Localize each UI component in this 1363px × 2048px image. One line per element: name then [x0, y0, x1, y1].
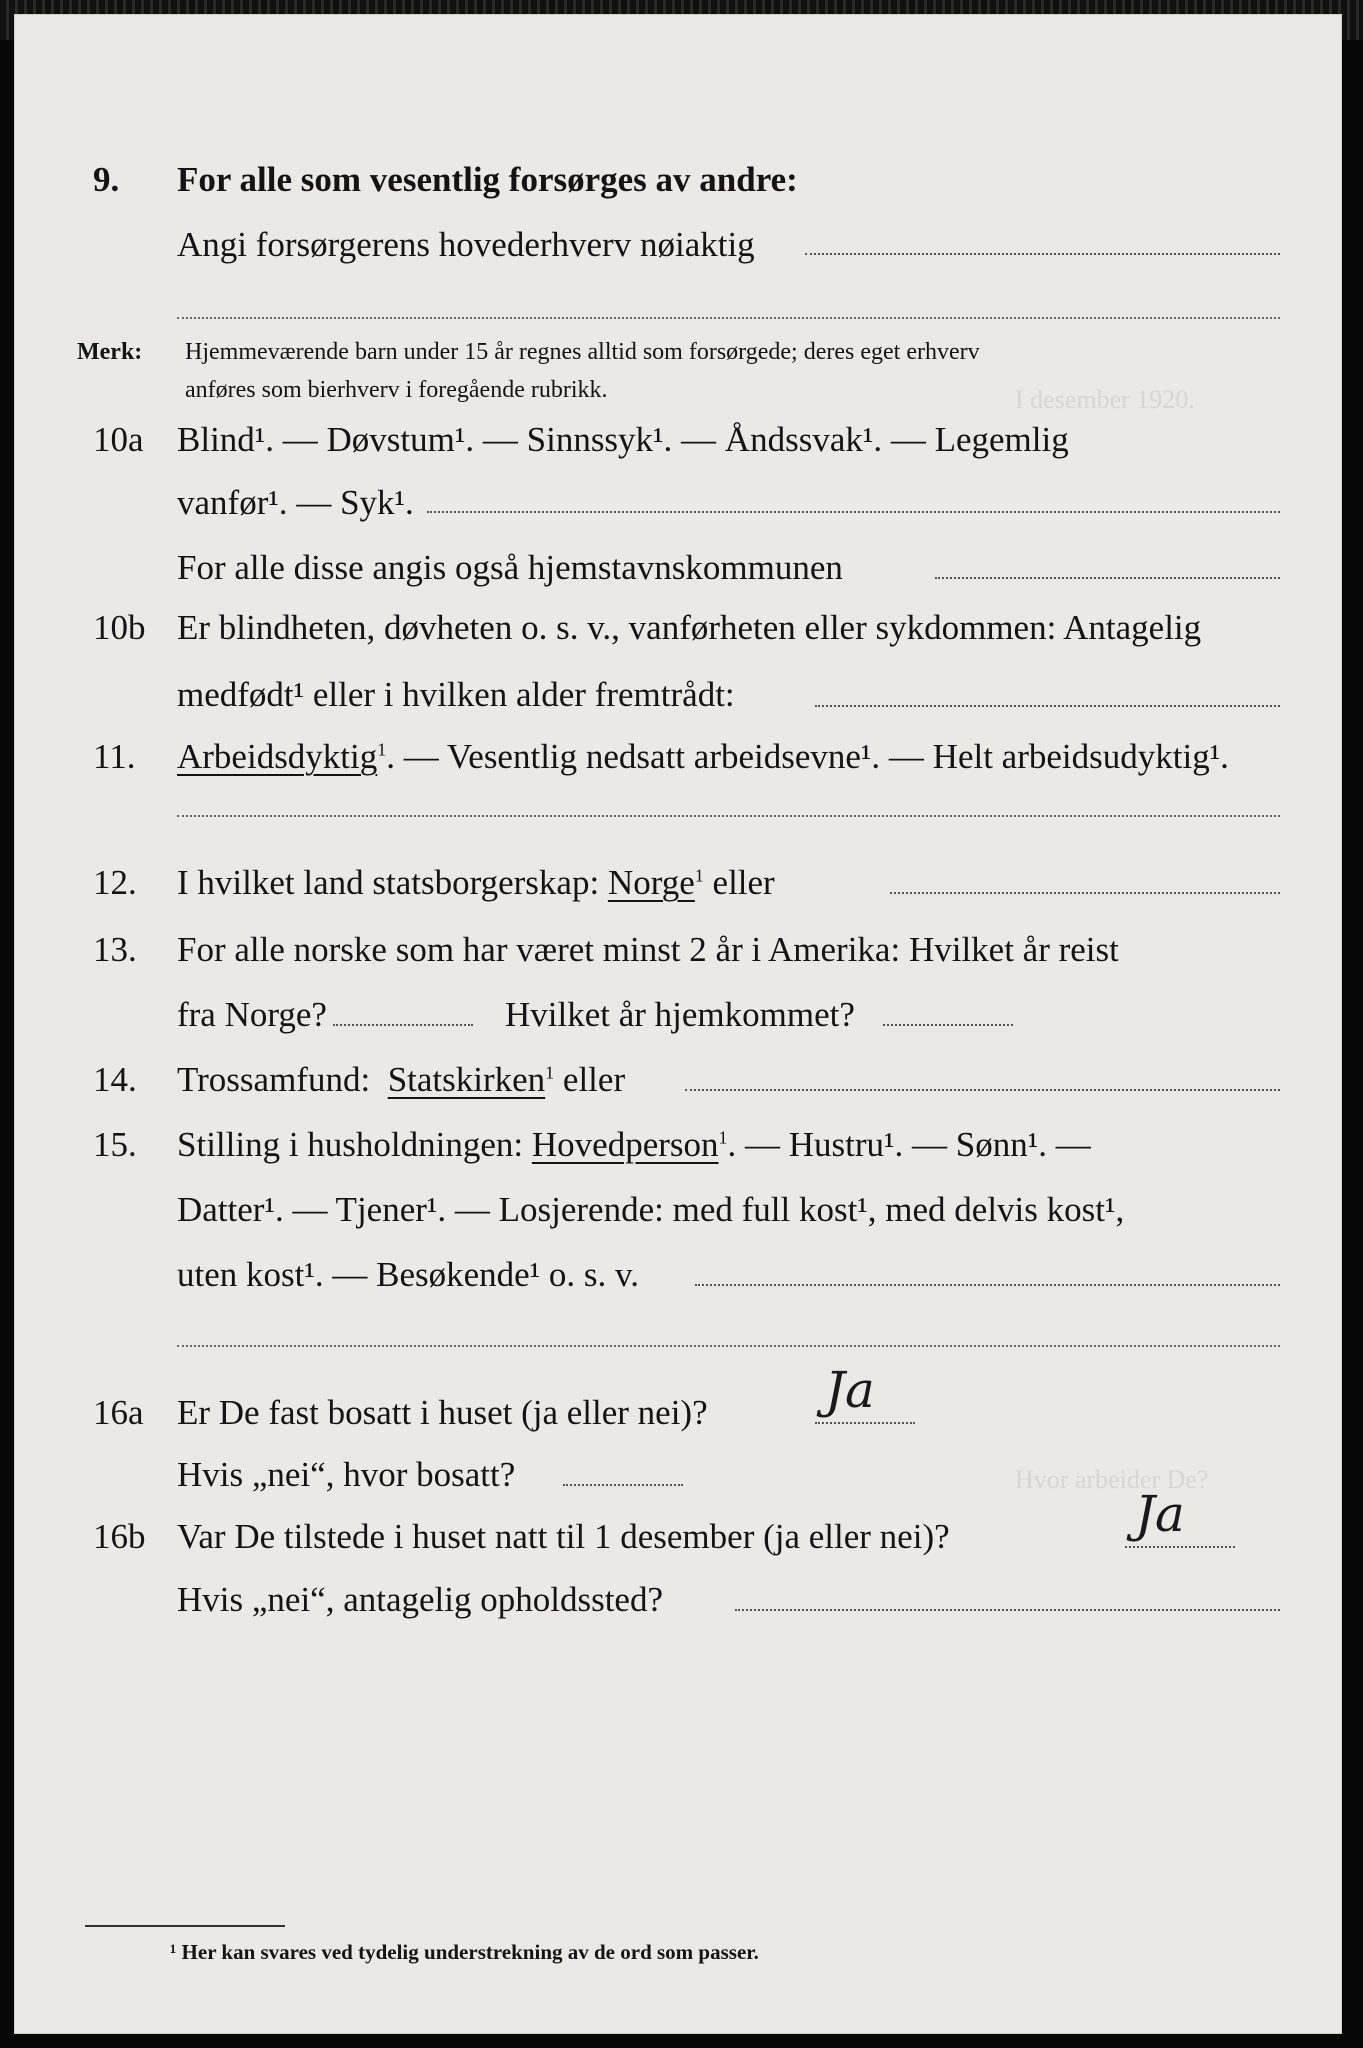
q14-answer-line	[685, 1089, 1280, 1091]
q16b-line2: Hvis „nei“, antagelig opholdssted?	[177, 1580, 663, 1619]
q15-line1-rest: . — Hustru¹. — Sønn¹. —	[727, 1125, 1091, 1164]
q16b-line1: Var De tilstede i huset natt til 1 desember (ja eller nei)?	[177, 1517, 950, 1556]
q9-answer-line	[805, 253, 1280, 255]
q10b-line2: medfødt¹ eller i hvilken alder fremtrådt:	[177, 675, 735, 714]
q10b-line1: Er blindheten, døvheten o. s. v., vanførheten eller sykdommen: Antagelig	[177, 608, 1202, 647]
q16a-number: 16a	[93, 1393, 144, 1432]
q10a-line2: vanfør¹. — Syk¹.	[177, 483, 414, 522]
q13-line1: For alle norske som har været minst 2 år i Amerika: Hvilket år reist	[177, 930, 1119, 969]
q16b-opholdssted-line	[735, 1609, 1280, 1611]
q14-text: Trossamfund: Statskirken$^1$ eller	[177, 1060, 626, 1099]
q13-line2a: fra Norge?	[177, 995, 327, 1034]
bleed-through: I desember 1920.	[1015, 385, 1195, 414]
q11-answer-line	[177, 815, 1280, 817]
q13-reist-line	[333, 1024, 473, 1026]
q15-answer-line-2	[177, 1345, 1280, 1347]
q13-number: 13.	[93, 930, 137, 969]
q11-rest: . — Vesentlig nedsatt arbeidsevne¹. — Helt arbeidsudyktig¹.	[386, 737, 1229, 776]
merk-line1: Hjemmeværende barn under 15 år regnes alltid som forsørgede; deres eget erhverv	[185, 339, 980, 365]
q11-text: Arbeidsdyktig$^1$. — Vesentlig nedsatt arbeidsevne¹. — Helt arbeidsudyktig¹.	[177, 737, 1229, 776]
q15-pre: Stilling i husholdningen:	[177, 1125, 524, 1164]
q10b-number: 10b	[93, 608, 146, 647]
q13-hjemkommet-line	[883, 1024, 1013, 1026]
merk-label: Merk:	[77, 339, 143, 365]
q16b-number: 16b	[93, 1517, 146, 1556]
q9-number: 9.	[93, 160, 120, 199]
q16b-answer-line	[1125, 1546, 1235, 1548]
q10a-line3: For alle disse angis også hjemstavnskommunen	[177, 548, 843, 587]
q16b-handwritten-answer: Ja	[1135, 1485, 1185, 1543]
q10a-answer-line	[427, 511, 1280, 513]
q10a-line1: Blind¹. — Døvstum¹. — Sinnssyk¹. — Åndssvak¹. — Legemlig	[177, 420, 1069, 459]
q12-pre: I hvilket land statsborgerskap:	[177, 863, 600, 902]
merk-line2: anføres som bierhverv i foregående rubrikk.	[185, 377, 608, 403]
q14-pre: Trossamfund:	[177, 1060, 371, 1099]
q15-number: 15.	[93, 1125, 137, 1164]
q10b-answer-line	[815, 705, 1280, 707]
q9-sub: Angi forsørgerens hovederhverv nøiaktig	[177, 225, 755, 264]
q14-selected-option: Statskirken	[387, 1060, 546, 1099]
q10a-kommune-line	[935, 577, 1280, 579]
q16a-handwritten-answer: Ja	[825, 1361, 875, 1419]
bleed-through: Hvor arbeider De?	[1015, 1465, 1209, 1494]
q9-answer-line-2	[177, 317, 1280, 319]
q16a-line2: Hvis „nei“, hvor bosatt?	[177, 1455, 516, 1494]
q9-title: For alle som vesentlig forsørges av andre:	[177, 160, 798, 199]
q12-answer-line	[890, 892, 1280, 894]
q12-number: 12.	[93, 863, 137, 902]
q14-post: eller	[562, 1060, 626, 1099]
q12-text: I hvilket land statsborgerskap: Norge$^1$ eller	[177, 863, 775, 902]
q15-line2: Datter¹. — Tjener¹. — Losjerende: med full kost¹, med delvis kost¹,	[177, 1190, 1125, 1229]
q12-selected-option: Norge	[607, 863, 695, 902]
q15-selected-option: Hovedperson	[531, 1125, 719, 1164]
q16a-line1: Er De fast bosatt i huset (ja eller nei)?	[177, 1393, 708, 1432]
q16a-answer-line	[815, 1422, 915, 1424]
q10a-number: 10a	[93, 420, 144, 459]
footnote: ¹ Her kan svares ved tydelig understrekning av de ord som passer.	[170, 1940, 759, 1964]
q14-number: 14.	[93, 1060, 137, 1099]
q11-selected-option: Arbeidsdyktig	[177, 737, 378, 776]
q15-line1: Stilling i husholdningen: Hovedperson$^1$. — Hustru¹. — Sønn¹. —	[177, 1125, 1091, 1164]
footnote-rule	[85, 1925, 285, 1927]
q11-number: 11.	[93, 737, 136, 776]
q15-line3: uten kost¹. — Besøkende¹ o. s. v.	[177, 1255, 640, 1294]
census-form-page	[14, 14, 1342, 2034]
q16a-bosatt-line	[563, 1484, 683, 1486]
q13-line2b: Hvilket år hjemkommet?	[505, 995, 855, 1034]
q12-post: eller	[712, 863, 775, 902]
q15-answer-line	[695, 1284, 1280, 1286]
